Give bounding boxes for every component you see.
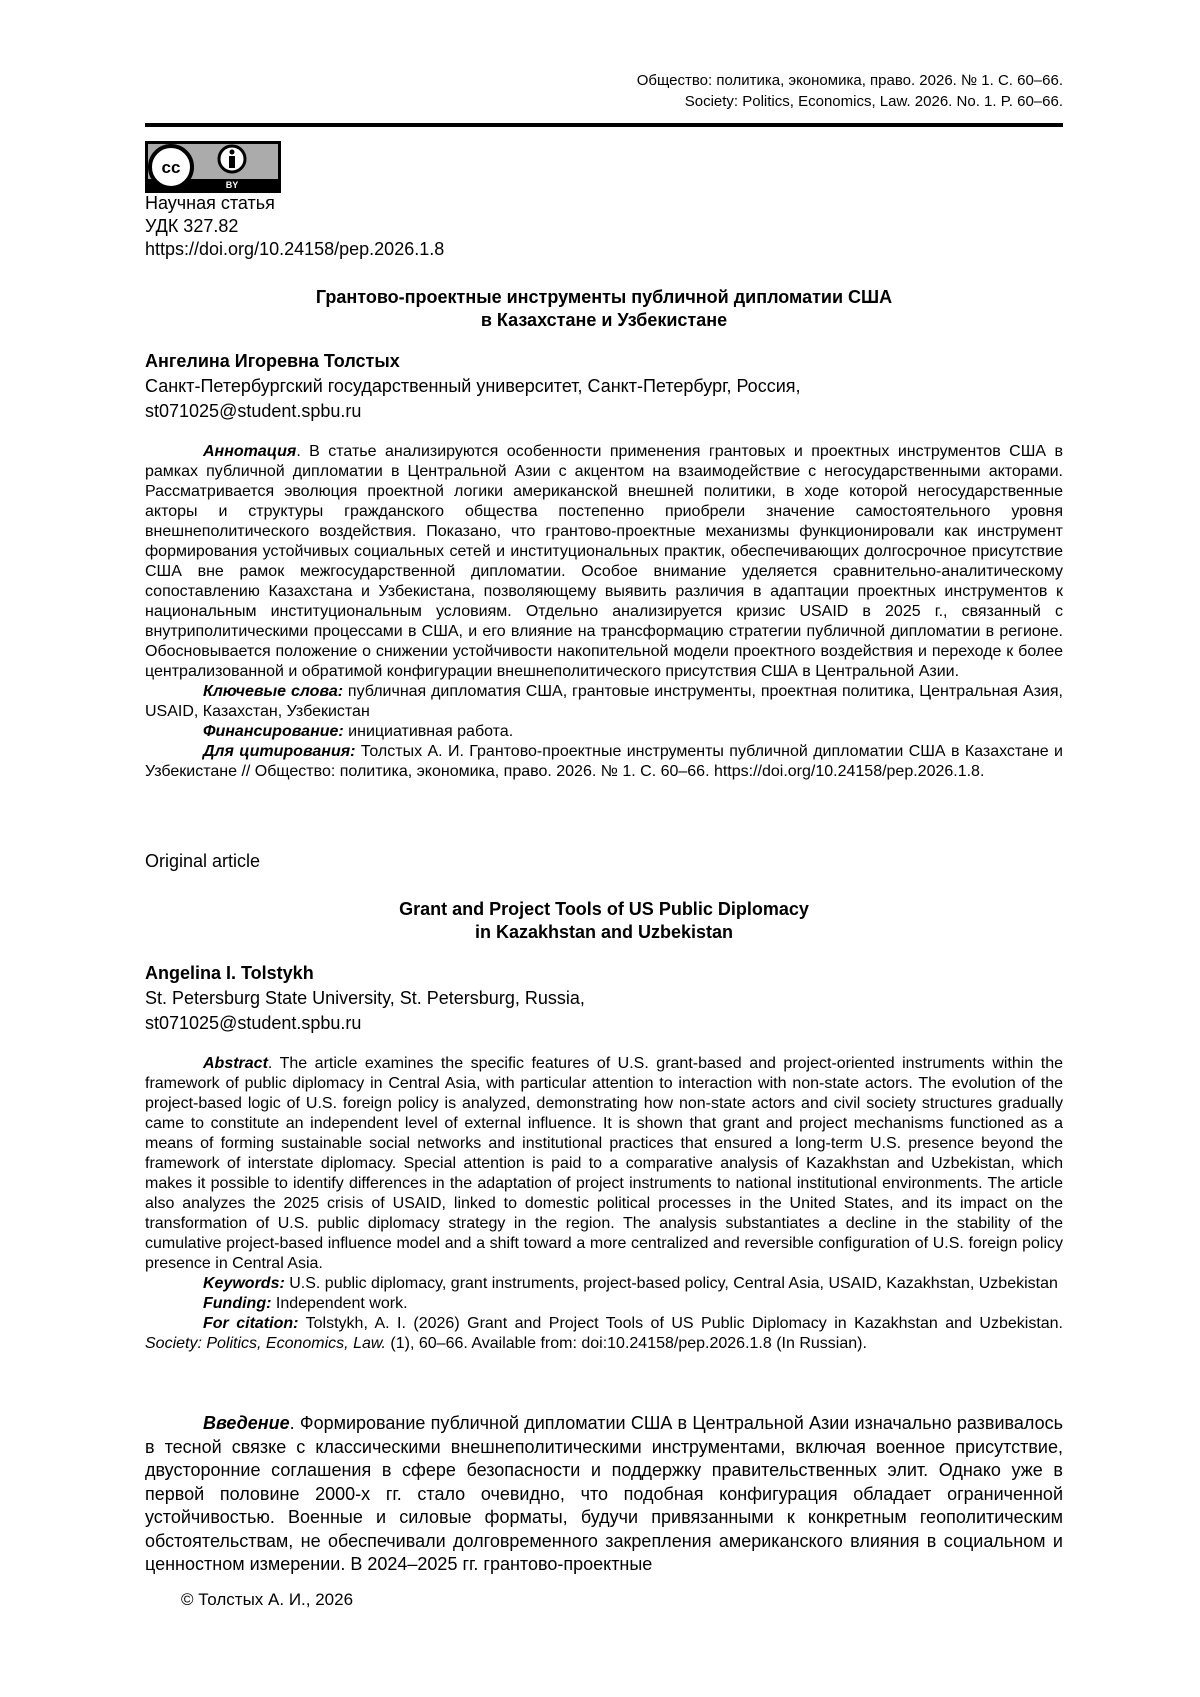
author-block-ru xyxy=(145,349,801,424)
citation-ru xyxy=(145,742,1063,782)
funding-ru xyxy=(145,722,1063,742)
introduction xyxy=(145,1412,1063,1577)
article-type-ru: Научная статья xyxy=(145,193,275,213)
doi-link[interactable]: https://doi.org/10.24158/pep.2026.1.8 xyxy=(145,239,445,259)
journal-header-ru: Общество: политика, экономика, право. 2026. № 1. С. 60–66. xyxy=(636,72,1063,89)
author-name-ru: Ангелина Игоревна Толстых xyxy=(145,351,400,371)
author-name-en: Angelina I. Tolstykh xyxy=(145,963,314,983)
title-en-line2: in Kazakhstan and Uzbekistan xyxy=(474,922,734,942)
funding-en xyxy=(145,1294,1063,1314)
introduction-label: Введение xyxy=(203,1413,290,1433)
introduction-paragraph xyxy=(145,1412,1063,1577)
title-en xyxy=(145,898,1063,944)
keywords-ru xyxy=(145,682,1063,722)
affiliation-ru: Санкт-Петербургский государственный университет, Санкт-Петербург, Россия, xyxy=(145,376,801,396)
affiliation-en: St. Petersburg State University, St. Petersburg, Russia, xyxy=(145,988,585,1008)
funding-en-label: Funding: xyxy=(203,1295,272,1312)
abstract-ru-label: Аннотация xyxy=(203,443,297,460)
introduction-text: . Формирование публичной дипломатии США в Центральной Азии изначально развивалось в тесной связке с классическими внешнеполитическими инструментами, включая военное присутствие, двусторонние соглашения в сфере безопасности и поддержку правительственных элит. Однако уже в первой половине 2000-х гг. стало очевидно, что подобная конфигурация обладает ограниченной устойчивостью. Военные и силовые форматы, будучи привязанными к конкретным геополитическим обстоятельствам, не обеспечивали долговременного закрепления американского влияния в социальном и ценностном измерении. В 2024–2025 гг. грантово-проектные xyxy=(145,1413,1063,1574)
keywords-en xyxy=(145,1274,1063,1294)
title-ru-line1: Грантово-проектные инструменты публичной дипломатии США xyxy=(315,287,893,307)
by-badge-text: BY xyxy=(225,180,239,190)
citation-ru-text: Толстых А. И. Грантово-проектные инструменты публичной дипломатии США в Казахстане и Узбекистане // Общество: политика, экономика, право. 2026. № 1. С. 60–66. https://doi.org/10.24158/pep.2026.1.8. xyxy=(145,743,1063,780)
cc-by-license-icon[interactable] xyxy=(145,141,281,193)
citation-en-text-2: (1), 60–66. Available from: doi:10.24158/pep.2026.1.8 (In Russian). xyxy=(385,1335,867,1352)
citation-ru-label: Для цитирования: xyxy=(203,743,356,760)
journal-header-en: Society: Politics, Economics, Law. 2026. No. 1. P. 60–66. xyxy=(684,93,1063,110)
header-rule xyxy=(145,123,1063,127)
keywords-en-text: U.S. public diplomacy, grant instruments, project-based policy, Central Asia, USAID, Kazakhstan, Uzbekistan xyxy=(284,1275,1058,1292)
article-meta xyxy=(145,192,444,261)
author-block-en xyxy=(145,961,585,1036)
article-type-en: Original article xyxy=(145,851,261,871)
abstract-en-label: Abstract xyxy=(203,1055,268,1072)
cc-badge-text: cc xyxy=(161,158,181,177)
abstract-ru-paragraph xyxy=(145,442,1063,682)
email-en[interactable]: st071025@student.spbu.ru xyxy=(145,1013,362,1033)
title-ru-line2: в Казахстане и Узбекистане xyxy=(480,310,728,330)
udc-code: УДК 327.82 xyxy=(145,216,239,236)
title-en-line1: Grant and Project Tools of US Public Diplomacy xyxy=(399,899,809,919)
abstract-ru-text: . В статье анализируются особенности применения грантовых и проектных инструментов США в рамках публичной дипломатии в Центральной Азии с акцентом на взаимодействие с негосударственными акторами. Рассматривается эволюция проектной логики американской внешней политики, в ходе которой негосударственные акторы и структуры гражданского общества постепенно приобрели значение самостоятельного уровня внешнеполитического воздействия. Показано, что грантово-проектные механизмы функционировали как инструмент формирования устойчивых социальных сетей и институциональных практик, обеспечивающих долгосрочное присутствие США вне рамок межгосударственной дипломатии. Особое внимание уделяется сравнительно-аналитическому сопоставлению Казахстана и Узбекистана, позволяющему выявить различия в адаптации проектных инструментов к национальным институциональным условиям. Отдельно анализируется кризис USAID в 2025 г., связанный с внутриполитическими процессами в США, и его влияние на трансформацию стратегии публичной дипломатии в регионе. Обосновывается положение о снижении устойчивости накопительной модели проектного воздействия и переходе к более централизованной и обратимой конфигурации внешнеполитического присутствия США в Центральной Азии. xyxy=(145,443,1063,680)
funding-en-text: Independent work. xyxy=(271,1295,408,1312)
keywords-en-label: Keywords: xyxy=(203,1275,285,1292)
abstract-ru xyxy=(145,442,1063,782)
funding-ru-text: инициативная работа. xyxy=(343,723,514,740)
citation-en-journal: Society: Politics, Economics, Law. xyxy=(145,1335,386,1352)
keywords-ru-label: Ключевые слова: xyxy=(203,683,344,700)
abstract-en-paragraph xyxy=(145,1054,1063,1274)
citation-en xyxy=(145,1314,1063,1354)
keywords-ru-text: публичная дипломатия США, грантовые инструменты, проектная политика, Центральная Азия, USAID, Казахстан, Узбекистан xyxy=(145,683,1064,720)
funding-ru-label: Финансирование: xyxy=(203,723,344,740)
journal-header xyxy=(637,70,1063,112)
title-ru xyxy=(145,286,1063,332)
citation-en-text-1: Tolstykh, A. I. (2026) Grant and Project Tools of US Public Diplomacy in Kazakhstan and Uzbekistan. xyxy=(298,1315,1064,1332)
citation-en-label: For citation: xyxy=(203,1315,299,1332)
copyright-footer: © Толстых А. И., 2026 xyxy=(181,1590,354,1609)
abstract-en xyxy=(145,1054,1063,1354)
email-ru[interactable]: st071025@student.spbu.ru xyxy=(145,401,362,421)
abstract-en-text: . The article examines the specific features of U.S. grant-based and project-oriented instruments within the framework of public diplomacy in Central Asia, with particular attention to interaction with non-state actors. The evolution of the project-based logic of U.S. foreign policy is analyzed, demonstrating how non-state actors and civil society structures gradually came to constitute an independent level of external influence. It is shown that grant and project mechanisms functioned as a means of forming sustainable social networks and institutional practices that ensured a long-term U.S. presence beyond the framework of interstate diplomacy. Special attention is paid to a comparative analysis of Kazakhstan and Uzbekistan, which makes it possible to identify differences in the adaptation of project instruments to national institutional environments. The article also analyzes the 2025 crisis of USAID, linked to domestic political processes in the United States, and its impact on the transformation of U.S. public diplomacy strategy in the region. The analysis substantiates a decline in the stability of the cumulative project-based influence model and a shift toward a more centralized and reversible configuration of U.S. foreign policy presence in Central Asia. xyxy=(145,1055,1063,1272)
